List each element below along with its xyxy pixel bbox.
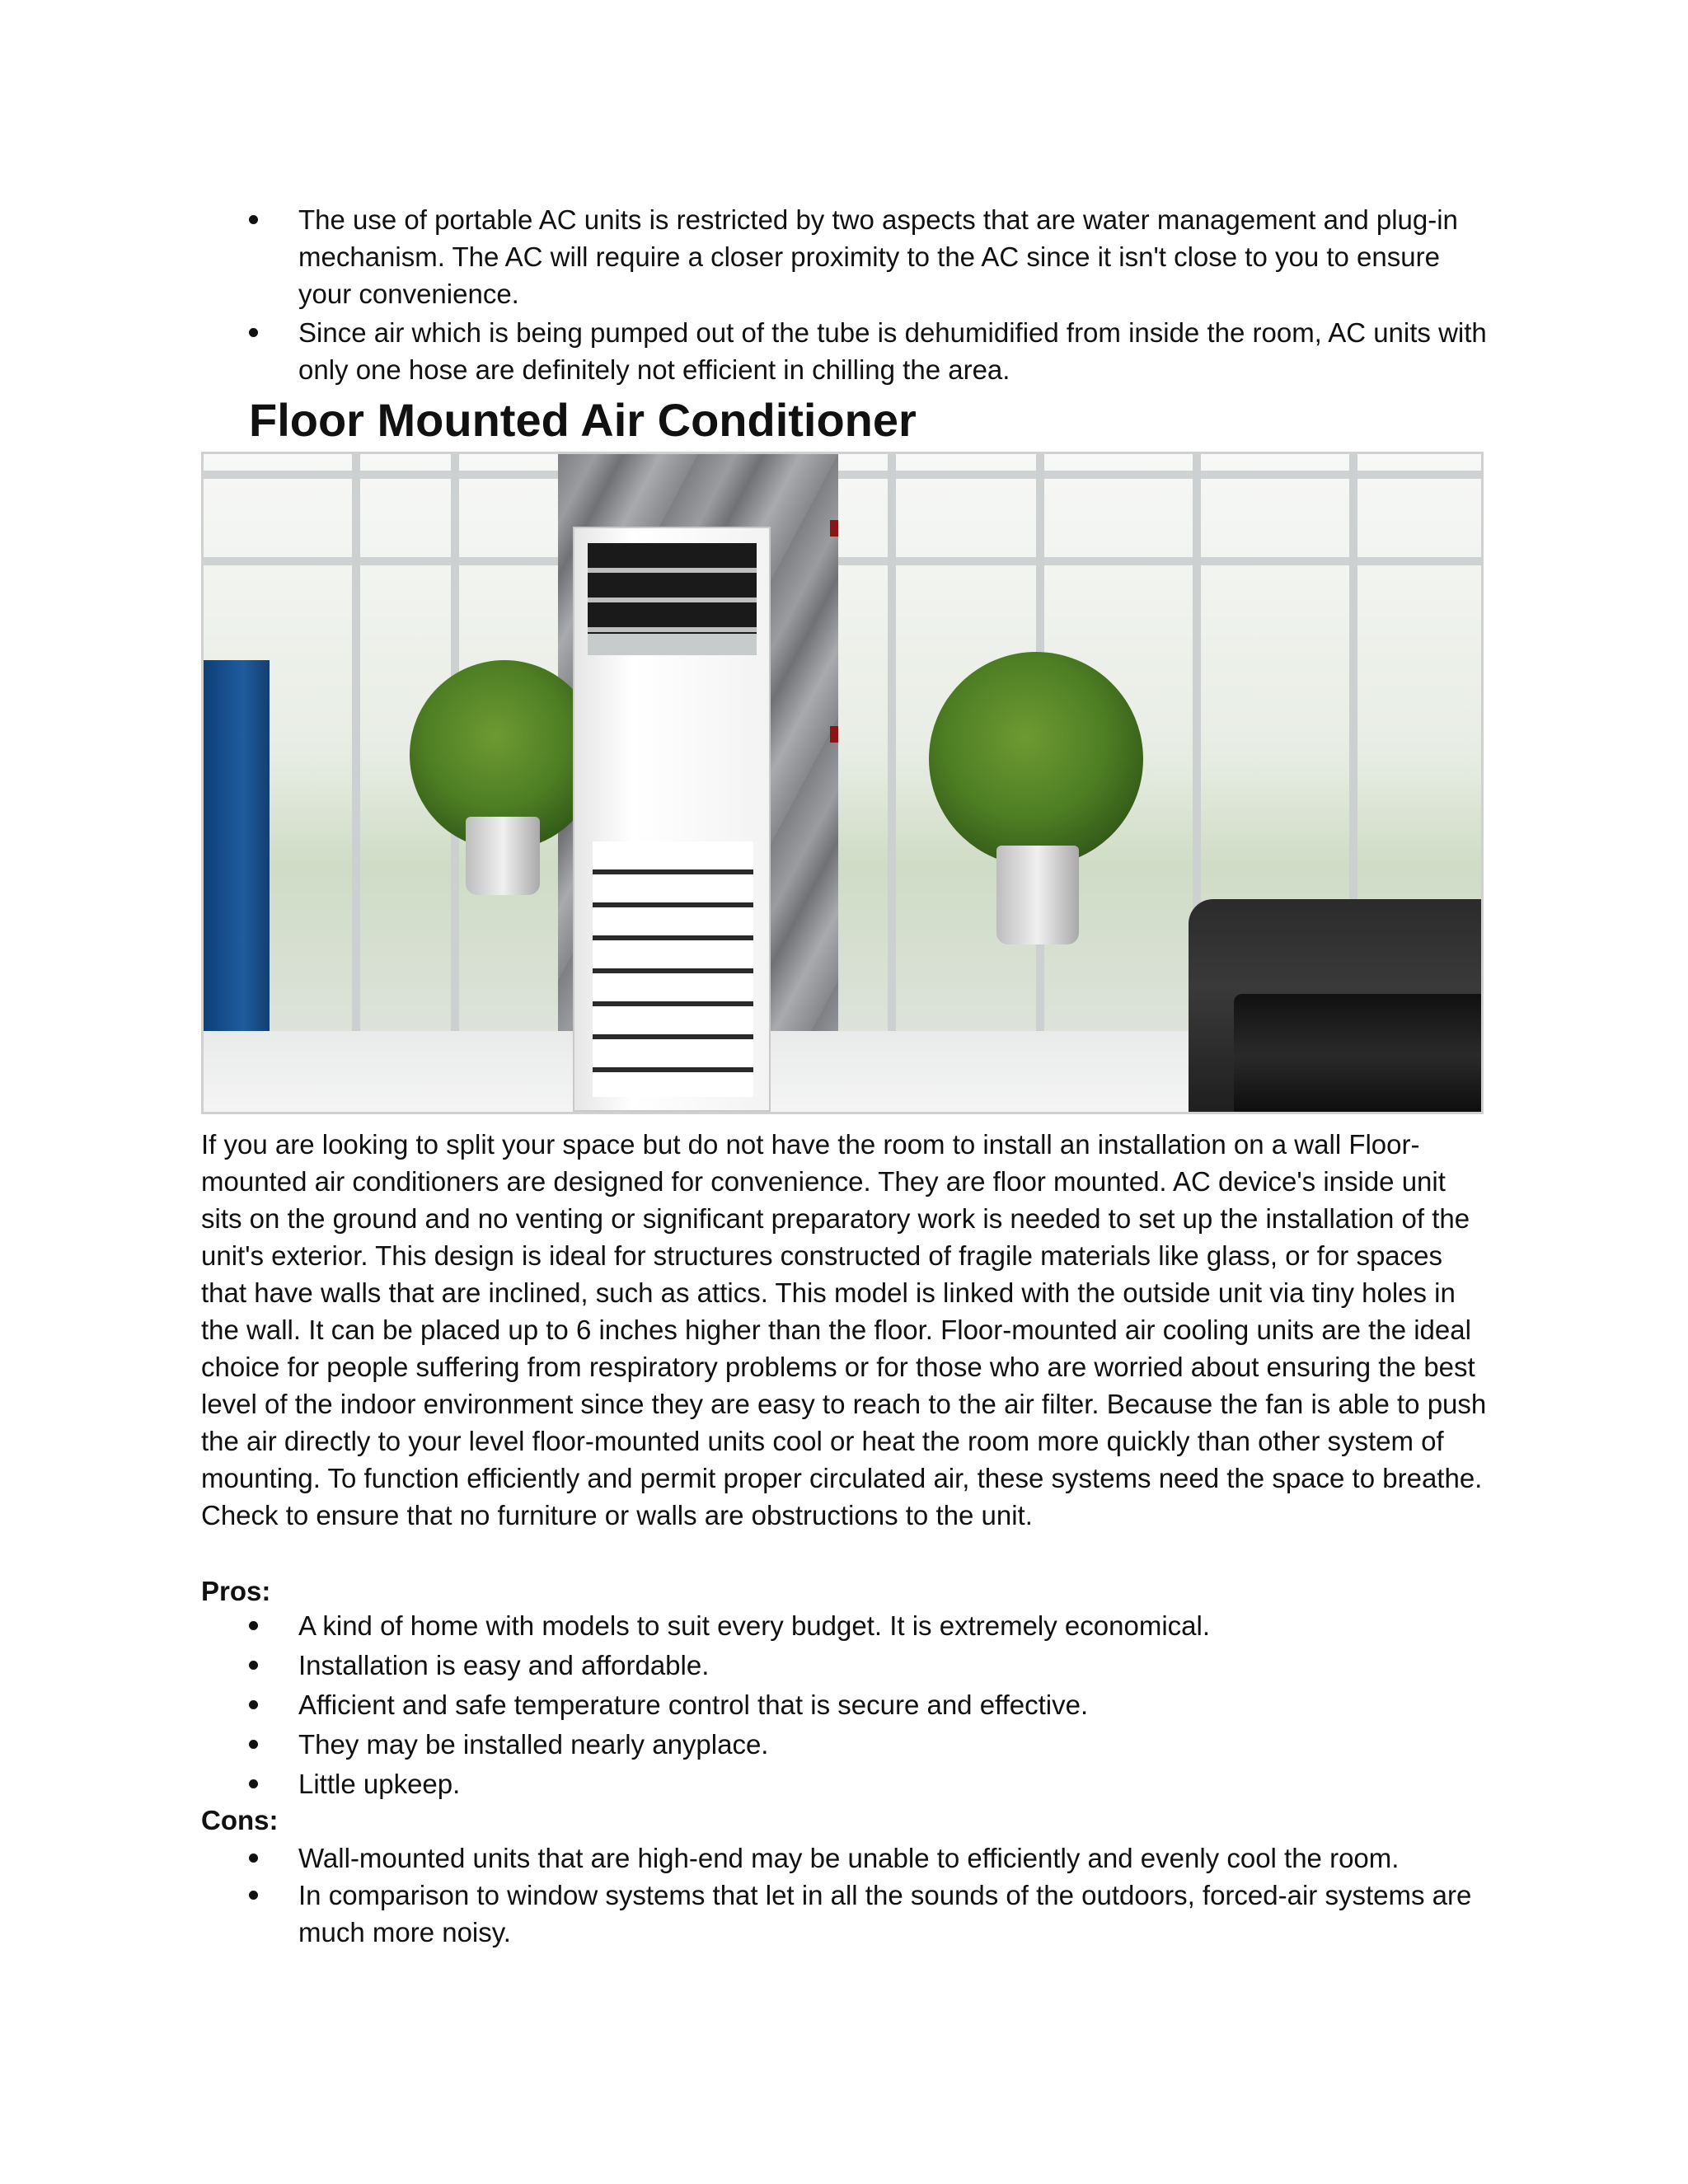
plant-right: [929, 652, 1143, 866]
list-item-text: The use of portable AC units is restricted by two aspects that are water management and plug-in mechanism. The AC will require a closer proximity to the AC since it isn't close to you to ensure your convenience.: [298, 204, 1458, 309]
bullet-icon: [249, 1700, 258, 1709]
ac-top-vent: [588, 543, 757, 634]
bullet-icon: [249, 215, 258, 224]
pot-right: [996, 846, 1079, 944]
list-item-text: Little upkeep.: [298, 1769, 461, 1799]
section-heading: Floor Mounted Air Conditioner: [249, 394, 917, 446]
list-item: [201, 1765, 1487, 1802]
list-item: [201, 1840, 1487, 1877]
wall-fixture: [830, 726, 838, 743]
list-item-text: Installation is easy and affordable.: [298, 1650, 710, 1680]
list-item: [201, 201, 1487, 312]
list-item: [201, 1726, 1487, 1763]
window-frame: [204, 557, 1481, 565]
list-item: [201, 1877, 1487, 1951]
bullet-icon: [249, 1854, 258, 1863]
bullet-icon: [249, 1779, 258, 1788]
pot-left: [466, 817, 540, 895]
window-frame: [352, 454, 360, 1114]
window-frame: [888, 454, 896, 1114]
list-item-text: In comparison to window systems that let in all the sounds of the outdoors, forced-air systems are much more noisy.: [298, 1880, 1472, 1947]
pros-label: Pros:: [201, 1576, 271, 1606]
bullet-icon: [249, 1891, 258, 1900]
bullet-icon: [249, 1661, 258, 1670]
cons-label: Cons:: [201, 1805, 279, 1835]
ac-intake-grille: [593, 841, 753, 1097]
cons-list: [201, 1840, 1487, 1951]
list-item-text: A kind of home with models to suit every budget. It is extremely economical.: [298, 1610, 1211, 1641]
wall-fixture: [830, 520, 838, 537]
ac-display-panel: [588, 634, 757, 655]
intro-bullet-list: [201, 201, 1487, 390]
list-item-text: They may be installed nearly anyplace.: [298, 1729, 769, 1760]
body-paragraph: If you are looking to split your space but do not have the room to install an installation on a wall Floor-mounted air conditioners are designed for convenience. They are floor mounted. AC device's inside unit sits on the ground and no venting or significant preparatory work is needed to set up the installation of the unit's exterior. This design is ideal for structures constructed of fragile materials like glass, or for spaces that have walls that are inclined, such as attics. This model is linked with the outside unit via tiny holes in the wall. It can be placed up to 6 inches higher than the floor. Floor-mounted air cooling units are the ideal choice for people suffering from respiratory problems or for those who are worried about ensuring the best level of the indoor environment since they are easy to reach to the air filter. Because the fan is able to push the air directly to your level floor-mounted units cool or heat the room more quickly than other system of mounting. To function efficiently and permit proper circulated air, these systems need the space to breathe. Check to ensure that no furniture or walls are obstructions to the unit.: [201, 1129, 1487, 1530]
list-item: [201, 1607, 1487, 1644]
window-frame: [204, 471, 1481, 479]
list-item: [201, 1647, 1487, 1684]
list-item-text: Wall-mounted units that are high-end may be unable to efficiently and evenly cool the room.: [298, 1843, 1400, 1873]
pros-list: [201, 1607, 1487, 1805]
list-item-text: Afficient and safe temperature control that is secure and effective.: [298, 1690, 1089, 1720]
list-item: [201, 314, 1487, 388]
bullet-icon: [249, 1740, 258, 1749]
list-item-text: Since air which is being pumped out of the tube is dehumidified from inside the room, AC units with only one hose are definitely not efficient in chilling the area.: [298, 317, 1487, 385]
list-item: [201, 1686, 1487, 1723]
floor-ac-photo: [201, 452, 1484, 1114]
bullet-icon: [249, 1621, 258, 1630]
coffee-table: [1234, 994, 1484, 1114]
floor-ac-unit: [573, 527, 771, 1112]
bullet-icon: [249, 328, 258, 337]
